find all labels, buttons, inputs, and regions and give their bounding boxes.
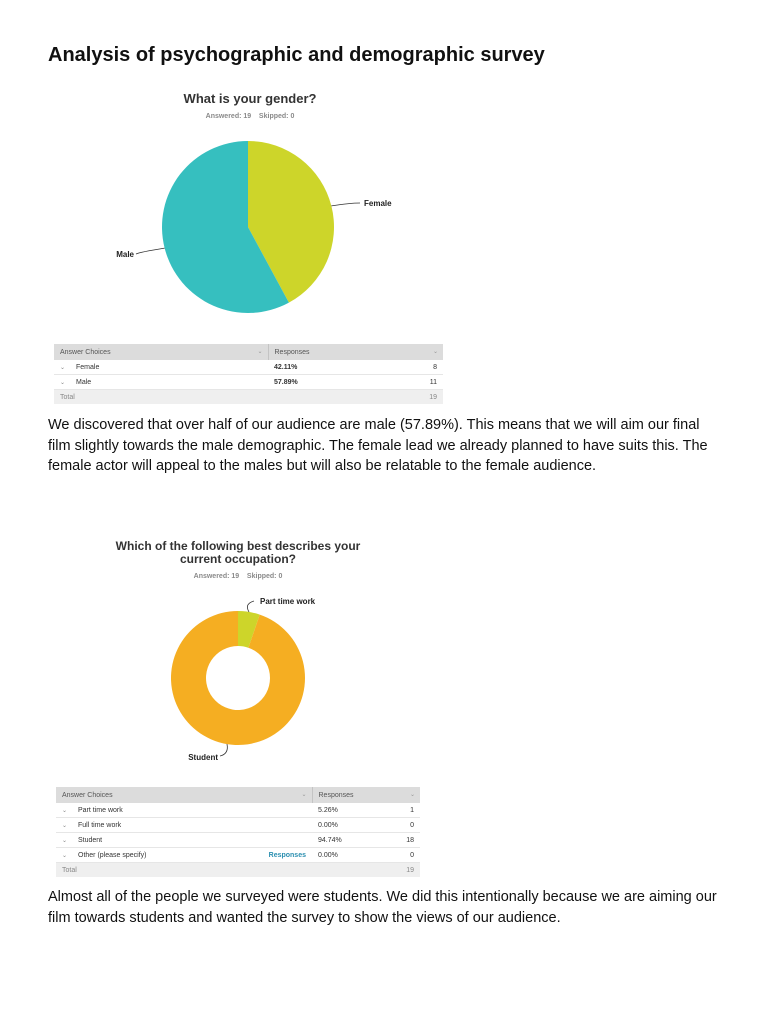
paragraph-gender-analysis: We discovered that over half of our audience are male (57.89%). This means that we will aim our final film slightly towards the male demographic. The female lead we already planned to have suits this. The female actor will appeal to the males but will also be relatable to the female audience.: [48, 417, 708, 474]
total-label: Total: [54, 390, 268, 405]
response-count: 0: [410, 851, 414, 859]
table-row: [56, 803, 420, 818]
pie2-slices: [171, 611, 305, 745]
response-percent: 94.74%: [318, 836, 342, 844]
total-count: 19: [312, 863, 420, 878]
chart2-title-line1: Which of the following best describes your: [115, 539, 361, 553]
chart2-title: [88, 540, 388, 566]
slice-label-student: Student: [188, 753, 218, 762]
response-percent: 0.00%: [318, 821, 338, 829]
occupation-donut-chart: [140, 588, 380, 768]
gender-results-table: [54, 344, 443, 404]
slice-label-part-time-work: Part time work: [260, 597, 316, 606]
table-row: [54, 360, 443, 375]
document-title: Analysis of psychographic and demographic survey: [48, 44, 545, 66]
answer-label: Other (please specify): [78, 851, 147, 859]
response-percent: 57.89%: [274, 378, 298, 386]
table-total-row: [56, 863, 420, 878]
table-total-row: [54, 390, 443, 405]
pie-slice-student: [171, 611, 305, 745]
responses-link[interactable]: Responses: [268, 851, 306, 859]
response-percent: 5.26%: [318, 806, 338, 814]
expand-chevron-icon[interactable]: ⌄: [62, 807, 68, 814]
sort-chevron-icon: ⌄: [409, 792, 415, 798]
answer-label: Male: [76, 378, 92, 386]
answer-label: Student: [78, 836, 103, 844]
label-leader-line: [331, 203, 360, 206]
slice-label-male: Male: [116, 250, 134, 259]
response-count: 0: [410, 821, 414, 829]
col-answer-choices[interactable]: Answer Choices ⌄: [56, 787, 312, 803]
answer-label: Female: [76, 363, 100, 371]
expand-chevron-icon[interactable]: ⌄: [60, 379, 66, 386]
response-percent: 42.11%: [274, 363, 298, 371]
occupation-results-table: [56, 787, 420, 877]
label-leader-line: [220, 744, 227, 756]
expand-chevron-icon[interactable]: ⌄: [62, 837, 68, 844]
col-responses[interactable]: Responses ⌄: [268, 344, 443, 360]
table-row: [56, 833, 420, 848]
chart2-answered-skipped: Answered: 19 Skipped: 0: [193, 573, 283, 580]
sort-chevron-icon: ⌄: [301, 792, 307, 798]
expand-chevron-icon[interactable]: ⌄: [60, 364, 66, 371]
response-count: 8: [433, 363, 437, 371]
sort-chevron-icon: ⌄: [257, 349, 263, 355]
response-count: 11: [429, 378, 437, 386]
table-row: [54, 375, 443, 390]
response-count: 1: [410, 806, 414, 814]
answer-label: Full time work: [78, 821, 122, 829]
col-responses[interactable]: Responses ⌄: [312, 787, 420, 803]
paragraph-occupation-analysis: Almost all of the people we surveyed were students. We did this intentionally because we are aiming our film towards students and wanted the survey to show the views of our audience.: [48, 889, 717, 926]
sort-chevron-icon: ⌄: [432, 349, 438, 355]
response-count: 18: [406, 836, 414, 844]
chart2-title-line2: current occupation?: [179, 552, 296, 566]
total-label: Total: [56, 863, 312, 878]
pie1-slices: [162, 141, 334, 313]
total-count: 19: [268, 390, 443, 405]
response-percent: 0.00%: [318, 851, 338, 859]
expand-chevron-icon[interactable]: ⌄: [62, 852, 68, 859]
chart1-title: What is your gender?: [183, 91, 317, 106]
slice-label-female: Female: [364, 199, 392, 208]
table-row: [56, 818, 420, 833]
expand-chevron-icon[interactable]: ⌄: [62, 822, 68, 829]
col-answer-choices[interactable]: Answer Choices ⌄: [54, 344, 268, 360]
table-row: [56, 848, 420, 863]
label-leader-line: [247, 601, 254, 612]
answer-label: Part time work: [78, 806, 123, 814]
gender-pie-chart: [100, 130, 420, 330]
label-leader-line: [136, 248, 165, 254]
chart1-answered-skipped: Answered: 19 Skipped: 0: [205, 113, 295, 120]
